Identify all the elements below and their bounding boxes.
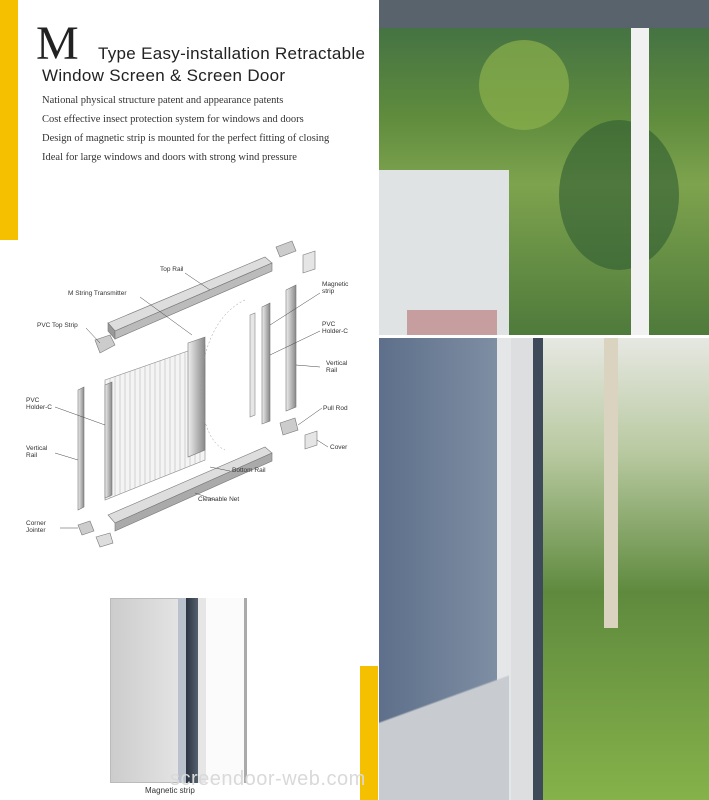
top-cap-part: [303, 251, 315, 273]
pleated-net-part: [105, 337, 205, 500]
label-magnetic-strip: Magnetic strip: [322, 281, 349, 296]
feature-item: Ideal for large windows and doors with strong wind pressure: [42, 152, 297, 163]
exploded-diagram: [20, 235, 365, 555]
label-cover: Cover: [330, 444, 348, 451]
photo-window-screen: [379, 0, 709, 335]
right-pvc-holder-part: [262, 303, 270, 424]
label-pvc-holder-left: PVC Holder-C: [26, 397, 53, 412]
label-pvc-holder-right: PVC Holder-C: [322, 321, 349, 336]
photo-screen-door: [379, 338, 709, 800]
pull-rod-part: [280, 418, 298, 435]
label-vertical-rail-left: Vertical Rail: [26, 445, 48, 460]
label-corner-jointer: Corner Jointer: [26, 520, 46, 535]
corner-cap-part: [96, 533, 113, 547]
label-top-rail: Top Rail: [160, 266, 184, 273]
title-big-letter: M: [36, 17, 79, 70]
left-pvc-holder-part: [105, 382, 112, 498]
corner-jointer-part: [78, 521, 94, 535]
label-cleanable-net: Cleanable Net: [198, 496, 240, 503]
label-string-transmitter: M String Transmitter: [68, 290, 127, 297]
title-line-1: Type Easy-installation Retractable: [98, 44, 366, 63]
pvc-top-strip-part: [95, 335, 115, 353]
cover-part: [305, 431, 317, 449]
feature-item: National physical structure patent and appearance patents: [42, 95, 284, 106]
magnetic-strip-profile-image: [110, 598, 250, 783]
magnetic-strip-part: [250, 313, 255, 417]
feature-item: Design of magnetic strip is mounted for the perfect fitting of closing: [42, 133, 330, 144]
label-bottom-rail: Bottom Rail: [232, 467, 266, 474]
accent-bar-left: [0, 0, 18, 240]
profile-caption: Magnetic strip: [145, 786, 195, 795]
right-vertical-rail-part: [286, 285, 296, 411]
label-pull-rod: Pull Rod: [323, 405, 348, 412]
label-pvc-top-strip: PVC Top Strip: [37, 322, 78, 329]
top-connector-part: [276, 241, 296, 257]
feature-item: Cost effective insect protection system for windows and doors: [42, 114, 304, 125]
title-line-2: Window Screen & Screen Door: [42, 66, 286, 85]
top-rail-part: [108, 257, 272, 339]
watermark-text: screendoor-web.com: [170, 768, 366, 790]
left-vertical-rail-part: [78, 387, 84, 510]
label-vertical-rail-right: Vertical Rail: [326, 360, 348, 375]
